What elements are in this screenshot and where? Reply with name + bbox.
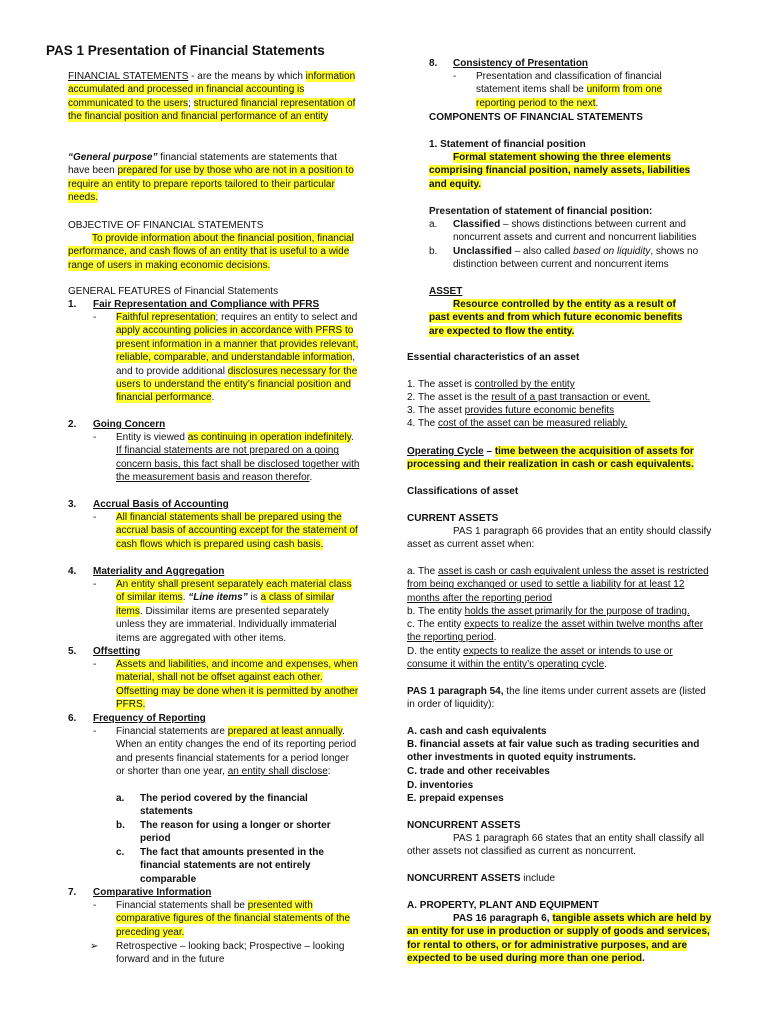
feature-title: Going Concern [93, 419, 166, 430]
disclosure-b: The reason for using a longer or shorter period [140, 820, 331, 845]
general-features-heading: GENERAL FEATURES of Financial Statements [68, 286, 279, 297]
sfp-heading: 1. Statement of financial position [429, 139, 586, 150]
sfp-definition: Formal statement showing the three elements comprising financial position, namely assets, liabilities and equity. [429, 152, 691, 190]
line-item-e: E. prepaid expenses [407, 793, 504, 804]
presentation-heading: Presentation of statement of financial position: [429, 206, 653, 217]
pas1-paragraph-54: PAS 1 paragraph 54, the line items under current assets are (listed in order of liquidity): [407, 686, 706, 711]
retrospective-note: Retrospective – looking back; Prospective – looking forward and in the future [116, 941, 345, 966]
essential-4: 4. The cost of the asset can be measured reliably. [407, 418, 628, 429]
noncurrent-assets-intro: PAS 1 paragraph 66 states that an entity shall classify all other assets not classified as current as noncurrent. [407, 833, 705, 858]
asset-definition: Resource controlled by the entity as a result of past events and from which future economic benefits are expected to flow the entity. [429, 299, 683, 337]
arrow-bullet-icon: ➢ [90, 941, 99, 952]
objective-heading: OBJECTIVE OF FINANCIAL STATEMENTS [68, 220, 264, 231]
feature-title: Fair Representation and Compliance with PFRS [93, 299, 320, 310]
feature-title: Comparative Information [93, 887, 212, 898]
general-purpose-definition: “General purpose” financial statements are statements that have been prepared for use by those who are not in a position to require an entity to prepare reports tailored to their particular needs. [68, 152, 354, 204]
essential-1: 1. The asset is controlled by the entity [407, 379, 575, 390]
noncurrent-include: NONCURRENT ASSETS include [407, 873, 555, 884]
current-criterion-a: a. The asset is cash or cash equivalent unless the asset is restricted from being exchanged or used to settle a liability for at least 12 months after the reporting period [407, 566, 709, 604]
objective-text: To provide information about the financial position, financial performance, and cash flows of an entity that is useful to a wide range of users in making economic decisions. [68, 233, 354, 271]
document-title: PAS 1 Presentation of Financial Statements [46, 43, 325, 58]
noncurrent-assets-heading: NONCURRENT ASSETS [407, 820, 521, 831]
current-criterion-b: b. The entity holds the asset primarily for the purpose of trading. [407, 606, 690, 617]
current-criterion-d: D. the entity expects to realize the asset or intends to use or consume it within the entity’s operating cycle. [407, 646, 673, 671]
operating-cycle: Operating Cycle – time between the acquisition of assets for processing and their realization in cash or cash equivalents. [407, 446, 694, 471]
essential-2: 2. The asset is the result of a past transaction or event. [407, 392, 651, 403]
feature-title: Offsetting [93, 646, 141, 657]
line-item-b: B. financial assets at fair value such as trading securities and other investments in quoted equity instruments. [407, 739, 700, 764]
ppe-definition: PAS 16 paragraph 6, tangible assets which are held by an entity for use in production or supply of goods and services, for rental to others, or for administrative purposes, and are expected to be used during more than one period. [407, 913, 712, 965]
current-criterion-c: c. The entity expects to realize the asset within twelve months after the reporting period. [407, 619, 704, 644]
asset-heading: ASSET [429, 286, 463, 297]
fs-heading: FINANCIAL STATEMENTS [68, 71, 189, 82]
ppe-heading: A. PROPERTY, PLANT AND EQUIPMENT [407, 900, 599, 911]
current-assets-heading: CURRENT ASSETS [407, 513, 499, 524]
essential-heading: Essential characteristics of an asset [407, 352, 580, 363]
components-heading: COMPONENTS OF FINANCIAL STATEMENTS [429, 112, 643, 123]
classifications-heading: Classifications of asset [407, 486, 519, 497]
line-item-d: D. inventories [407, 780, 474, 791]
feature-title: Accrual Basis of Accounting [93, 499, 229, 510]
feature-title: Materiality and Aggregation [93, 566, 225, 577]
essential-3: 3. The asset provides future economic benefits [407, 405, 615, 416]
line-item-a: A. cash and cash equivalents [407, 726, 547, 737]
line-item-c: C. trade and other receivables [407, 766, 550, 777]
financial-statements-definition: FINANCIAL STATEMENTS - are the means by which information accumulated and processed in financial accounting is communicated to the users; structured financial representation of the financial position and financial performance of an entity [68, 71, 356, 123]
disclosure-c: The fact that amounts presented in the financial statements are not entirely comparable [140, 847, 324, 885]
feature-title: Consistency of Presentation [453, 58, 589, 69]
feature-title: Frequency of Reporting [93, 713, 206, 724]
disclosure-a: The period covered by the financial statements [140, 793, 308, 818]
current-assets-intro: PAS 1 paragraph 66 provides that an entity should classify asset as current asset when: [407, 526, 712, 551]
